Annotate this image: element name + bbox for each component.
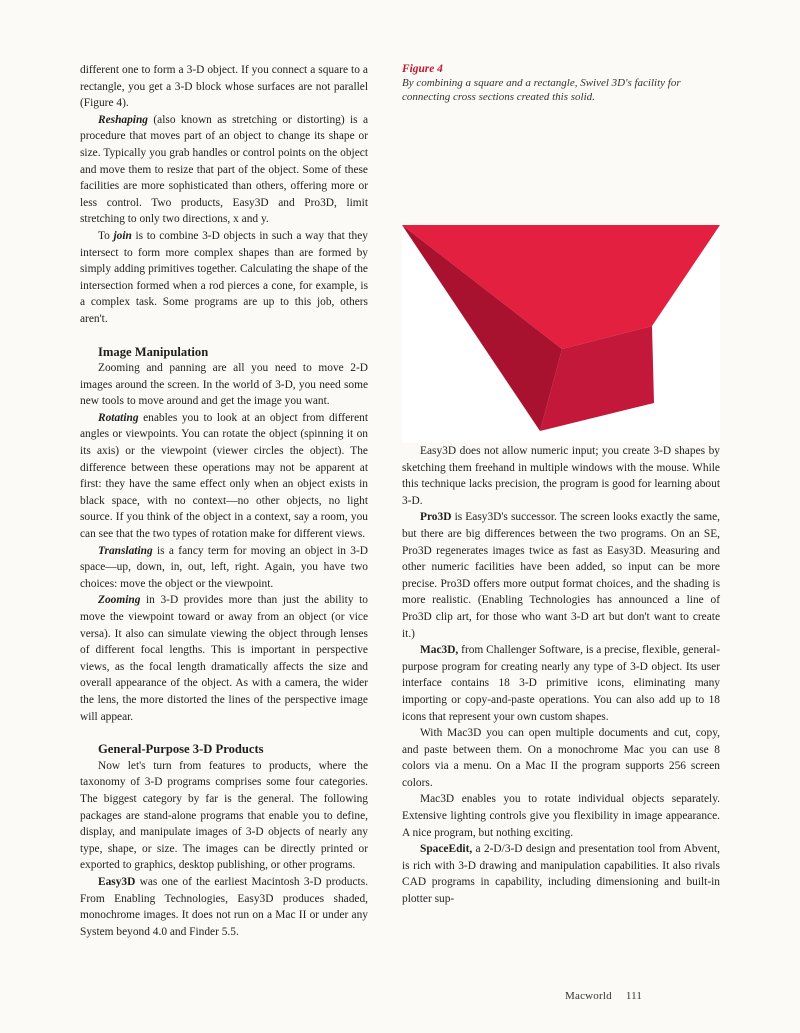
solid-illustration bbox=[402, 225, 720, 443]
right-column-text bbox=[402, 443, 720, 908]
figure-caption-block bbox=[402, 62, 720, 104]
zooming-text: in 3-D provides more than just the ability to move the viewpoint toward or away from an object (or vice versa). It also can simulate viewing the object through lenses of different focal lengths. This is important in perspective views, as the focal length dramatically affects the size and overall appearance of the object. As with a camera, the wider the lens, the more distorted the lines of the perspective image will appear. bbox=[80, 594, 368, 723]
paragraph-zooming bbox=[80, 592, 368, 725]
paragraph-join bbox=[80, 228, 368, 328]
paragraph-mac3d-rotate: Mac3D enables you to rotate individual objects separately. Extensive lighting controls give you flexibility in image appearance. A nice program, but nothing exciting. bbox=[402, 793, 720, 839]
term-rotating: Rotating bbox=[98, 411, 139, 424]
reshaping-text: (also known as stretching or distorting) is a procedure that moves part of an object to change its shape or size. Typically you grab handles or control points on the object and move them to resize that part of the object. Some of these facilities are more sophisticated than others, offering more or less control. Two products, Easy3D and Pro3D, limit stretching to only two directions, x and y. bbox=[80, 113, 368, 226]
term-join: join bbox=[113, 229, 132, 242]
page-footer bbox=[565, 990, 656, 1002]
magazine-name: Macworld bbox=[565, 990, 612, 1002]
paragraph-easy3d-input: Easy3D does not allow numeric input; you create 3-D shapes by sketching them freehand in multiple windows with the mouse. While this technique lacks precision, the program is good for learning about 3-D. bbox=[402, 445, 720, 507]
heading-image-manipulation: Image Manipulation bbox=[98, 344, 209, 359]
join-text: is to combine 3-D objects in such a way that they intersect to form more complex shapes than are formed by simply adding primitives together. Calculating the shape of the intersection formed when a rod pierces a cone, for example, is a complex task. Some programs are up to this job, others aren't. bbox=[80, 229, 368, 325]
easy3d-text: was one of the earliest Macintosh 3-D products. From Enabling Technologies, Easy3D produces shaded, monochrome images. It does not run on a Mac II or under any System beyond 4.0 and Finder 5.5. bbox=[80, 875, 368, 938]
spaceedit-text: a 2-D/3-D design and presentation tool from Abvent, is rich with 3-D drawing and manipulation capabilities. It also rivals CAD programs in capability, including dimensioning and built-in plotter sup- bbox=[402, 843, 720, 906]
term-translating: Translating bbox=[98, 544, 153, 557]
paragraph-easy3d bbox=[80, 874, 368, 940]
join-prefix: To bbox=[98, 229, 114, 242]
term-easy3d: Easy3D bbox=[98, 875, 136, 888]
figure-label: Figure 4 bbox=[402, 63, 443, 75]
paragraph-general: Now let's turn from features to products, where the taxonomy of 3-D programs comprises some four categories. The biggest category by far is the general. The following packages are stand-alone programs that enable you to define, display, and manipulate images of 3-D objects of nearly any type, shape, or size. The images can be directly printed or exported to graphics, desktop publishing, or other programs. bbox=[80, 759, 368, 872]
left-column bbox=[80, 62, 368, 940]
term-zooming: Zooming bbox=[98, 594, 141, 607]
heading-general-purpose: General-Purpose 3-D Products bbox=[98, 742, 264, 757]
paragraph-rotating bbox=[80, 410, 368, 543]
paragraph-pro3d bbox=[402, 509, 720, 642]
paragraph-translating bbox=[80, 543, 368, 593]
term-mac3d: Mac3D, bbox=[420, 644, 459, 657]
paragraph-spaceedit bbox=[402, 841, 720, 907]
rotating-text: enables you to look at an object from different angles or viewpoints. You can rotate the object (spinning it on its axis) or the viewpoint (viewer circles the object). The difference between these operations may not be apparent at first: they have the same effect only when an object exists in black space, with no context—no other objects, no light source. If you think of the object in a context, say a room, you can see that the two types of rotation make for different views. bbox=[80, 411, 368, 541]
paragraph-reshaping bbox=[80, 112, 368, 228]
translating-text: is a fancy term for moving an object in 3-D space—up, down, in, out, left, right. Again, you have two choices: move the object or the viewpoint. bbox=[80, 544, 368, 590]
page-number: 111 bbox=[625, 990, 643, 1002]
paragraph-zoom-pan: Zooming and panning are all you need to move 2-D images around the screen. In the world of 3-D, you need some new tools to move around and get the image you want. bbox=[80, 362, 368, 408]
term-pro3d: Pro3D bbox=[420, 511, 452, 524]
term-spaceedit: SpaceEdit, bbox=[420, 843, 473, 856]
mac3d-text: from Challenger Software, is a precise, flexible, general-purpose program for creating nearly any type of 3-D object. Its user interface contains 18 3-D primitive icons, eliminating many importing or copy-and-paste operations. You can also add up to 18 icons that represent your own custom shapes. bbox=[402, 644, 720, 723]
pro3d-text: is Easy3D's successor. The screen looks exactly the same, but there are big differences between the two programs. On an SE, Pro3D regenerates images twice as fast as Easy3D. Measuring and other numeric facilities have been added, so input can be more precise. Pro3D offers more output format choices, and the shading is more realistic. (Enabling Technologies has announced a line of Pro3D clip art, for those who want 3-D art but don't want to create it.) bbox=[402, 511, 720, 640]
figure-4-image bbox=[402, 225, 720, 443]
figure-caption: By combining a square and a rectangle, Swivel 3D's facility for connecting cross sections created this solid. bbox=[402, 77, 681, 103]
paragraph-intro: different one to form a 3-D object. If you connect a square to a rectangle, you get a 3-D block whose surfaces are not parallel (Figure 4). bbox=[80, 64, 368, 110]
paragraph-mac3d bbox=[402, 642, 720, 725]
paragraph-mac3d-docs: With Mac3D you can open multiple documents and cut, copy, and paste between them. On a monochrome Mac you can use 8 colors via a menu. On a Mac II the program supports 256 screen colors. bbox=[402, 727, 720, 789]
term-reshaping: Reshaping bbox=[98, 113, 149, 126]
